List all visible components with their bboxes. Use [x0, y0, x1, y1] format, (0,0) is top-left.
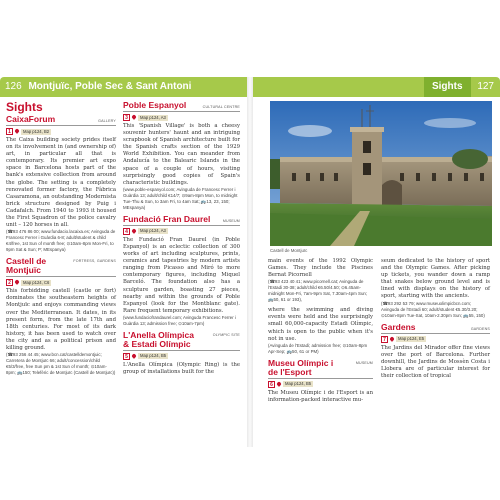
- entry-title: Gardens: [381, 321, 416, 332]
- entry-title-row: [6, 115, 116, 126]
- entry-title-row: [123, 331, 240, 351]
- column-d: [381, 258, 490, 380]
- entry-title-row: [381, 323, 490, 334]
- entry-title: Castell de Montjuïc: [6, 256, 47, 276]
- map-ref-label[interactable]: Map p124, B2: [23, 128, 50, 134]
- map-pin-icon: [15, 280, 19, 285]
- entry-title: Fundació Fran Daurel: [123, 213, 211, 224]
- entry-body: This 'Spanish Village' is both a cheesy souvenir hunters' haunt and an intriguing scrapbook of Spanish architecture built for the Spanish crafts section of the 1929 World Exhibition. You can meander from Andalucía to the Balearic Islands in the space of a couple of hours, visiting surprisingly good copies of Spain's characteristic buildings.: [123, 123, 240, 186]
- entry-title-row: [123, 101, 240, 112]
- entry-number: 7: [381, 336, 388, 343]
- entry-title: Poble Espanyol: [123, 100, 187, 110]
- entry-body: L'Anella Olímpica (Olympic Ring) is the group of installations built for the: [123, 361, 240, 375]
- entry-info: (Avinguda de l'Estadi; admission free; ⊙10am-8pm Apr-Sep; 🚌50, 61 or PM): [268, 342, 368, 354]
- entry-info: (☎93 423 40 41; www.picornell.cat; Avinguda de l'Estadi 30-38; adult/child €6.50/4.50; ⊙6.45am-midnight Mon-Fri, 7am-9pm Sat, 7.30am-4pm Sun; 🚌50, 61 or 193),: [268, 279, 368, 303]
- entry-title-row: [6, 257, 116, 277]
- entry-type: GALLERY: [98, 119, 116, 123]
- map-reference: [6, 279, 116, 286]
- left-page-title: Montjuïc, Poble Sec & Sant Antoni: [28, 81, 192, 92]
- column-b: [123, 101, 240, 376]
- entry-body: The Caixa building society prides itself on its involvement in (and ownership of) art, in particular all that is contemporary. Its premier art expo space in Barcelona hosts part of the bank's extensive collection from around the globe. The setting is a completely renovated former factory, the Fàbrica Casaramona, an outstanding Modernista brick structure designed by Puig i Cadafalch. From 1940 to 1993 it housed the First Squadron of the police cavalry unit – 120 horses in all.: [6, 137, 116, 229]
- entry-info: (www.poble-espanyol.com; Avinguda de Francesc Ferrer i Guàrdia 13; adult/child €14/7; ⊙9am-8pm Mon, to midnight Tue-Thu & Sun, to 3am Fri, to 4am Sat; 🚌13, 23, 150; MEspanya): [123, 186, 238, 210]
- entry-type: FORTRESS, GARDENS: [73, 259, 116, 264]
- map-ref-label[interactable]: Map p124, A3: [140, 228, 166, 234]
- map-reference: [123, 353, 240, 360]
- map-ref-label[interactable]: Map p124, C6: [23, 279, 50, 285]
- entry-body: The Fundació Fran Daurel (in Poble Espanyol) is an eclectic collection of 300 works of art including sculptures, prints, ceramics and tapestries by modern artists ranging from Picasso and Miró to more contemporary figures, including Miquel Barceló. The foundation also has a sculpture garden, boasting 27 pieces, nearby and within the grounds of Poble Espanyol (look for the Montblanc gate). Rare frequent temporary exhibitions.: [123, 236, 240, 314]
- entry-info: (☎93 292 53 79; www.museuolimpicbcn.com; Avinguda de l'Estadi 60; adult/student €5.30/3.20; ⊙10am-8pm Tue-Sat, 10am-2.30pm Sun; 🚌55, 150): [381, 300, 485, 318]
- map-pin-icon: [390, 337, 394, 342]
- entry-number: 2: [6, 279, 13, 286]
- entry-number: 1: [6, 128, 13, 135]
- entry-type: MUSEUM: [355, 360, 373, 365]
- entry-number: 3: [123, 114, 130, 121]
- photo-caption: Castell de Montjuïc: [270, 248, 308, 253]
- continued-text: where the swimming and diving events were held and the surprisingly small 60,000-capacity Estadi Olímpic, which is open to the public when it's not in use.: [268, 307, 373, 342]
- continued-text: seum dedicated to the history of sport and the Olympic Games. After picking up tickets, you wander down a ramp that snakes below ground level and is lined with displays on the history of sport, starting with the ancients.: [381, 258, 490, 300]
- entry-title: CaixaForum: [6, 114, 56, 124]
- entry: [268, 359, 373, 404]
- map-reference: [268, 381, 373, 388]
- entry: [123, 101, 240, 211]
- entry: [6, 115, 116, 253]
- right-page-header: [253, 77, 500, 97]
- section-heading: Sights: [6, 100, 43, 114]
- castle-illustration: [270, 101, 492, 246]
- right-page-number: 127: [477, 81, 494, 92]
- entry-type: CULTURAL CENTRE: [202, 105, 240, 109]
- entry-type: MUSEUM: [222, 218, 240, 223]
- map-reference: [123, 114, 240, 121]
- entry-body: The Museu Olímpic i de l'Esport is an information-packed interactive mu-: [268, 389, 373, 403]
- map-pin-icon: [277, 382, 281, 387]
- map-ref-label[interactable]: Map p124, E5: [398, 336, 425, 342]
- entry-title: L'Anella Olímpica & Estadi Olímpic: [123, 329, 194, 349]
- map-reference: [123, 228, 240, 235]
- map-pin-icon: [132, 229, 136, 234]
- map-ref-label[interactable]: Map p124, A3: [140, 114, 166, 120]
- page-gutter: [247, 77, 253, 447]
- right-section-label: Sights: [424, 77, 471, 97]
- entry-body: This forbidding castell (castle or fort) dominates the southeastern heights of Montjuïc and enjoys commanding views over the Mediterranean. It dates, in its present form, from the late 17th and 18th centuries. For most of its dark history, it has been used to watch over the city and as a political prison and killing ground.: [6, 288, 116, 351]
- entry-info: (www.fundaciofrandaurel.com; Avinguda Francesc Ferrer i Guàrdia 13; admission free; ⊙10am-7pm): [123, 314, 236, 326]
- column-c: [268, 258, 373, 404]
- map-pin-icon: [132, 354, 136, 359]
- guidebook-spread: [0, 77, 500, 447]
- entry-number: 5: [123, 353, 130, 360]
- entry-type: OLYMPIC SITE: [212, 332, 240, 337]
- map-pin-icon: [132, 115, 136, 120]
- map-reference: [381, 336, 490, 343]
- entry-info: (☎93 256 44 45; www.bcn.cat/castelldemontjuic; Carretera de Montjuïc 66; adult/concession/child €5/3/free, free Sun pm & 1st Sun of month; ⊙10am-8pm; 🚌150; Telefèric de Montjuïc (Castell de Montjuïc)): [6, 352, 116, 376]
- entry-title-row: [268, 359, 373, 379]
- map-reference: [6, 128, 116, 135]
- entry-title: Museu Olímpic i de l'Esport: [268, 357, 334, 377]
- entry: [123, 331, 240, 376]
- map-pin-icon: [15, 129, 19, 134]
- continued-text: main events of the 1992 Olympic Games. They include the Piscines Bernat Picornell: [268, 258, 373, 279]
- column-a: [6, 101, 116, 380]
- left-page-number: 126: [5, 81, 22, 92]
- map-ref-label[interactable]: Map p124, B5: [285, 381, 312, 387]
- entry-number: 4: [123, 228, 130, 235]
- castle-photo: [270, 101, 492, 246]
- entry-info: (☎93 476 86 00; www.fundacio.lacaixa.es; Avinguda de Francesc Ferrer i Guàrdia 6-8; adult/student & child €4/free, 1st Sun of month free; ⊙10am-8pm Mon-Fri, to 9pm Sat & Sun; P; MEspanya): [6, 229, 116, 253]
- entry-title-row: [123, 215, 240, 226]
- entry: [123, 215, 240, 327]
- map-ref-label[interactable]: Map p124, B5: [140, 353, 167, 359]
- left-page-header: [0, 77, 247, 97]
- entry-body: The Jardins del Mirador offer fine views over the port of Barcelona. Further downhill, the Jardins de Mossèn Costa i Llobera are of particular interest for their collection of tropical: [381, 344, 490, 379]
- entry: [6, 257, 116, 376]
- entry-type: GARDENS: [470, 326, 490, 331]
- entry: [381, 323, 490, 380]
- entry-number: 6: [268, 381, 275, 388]
